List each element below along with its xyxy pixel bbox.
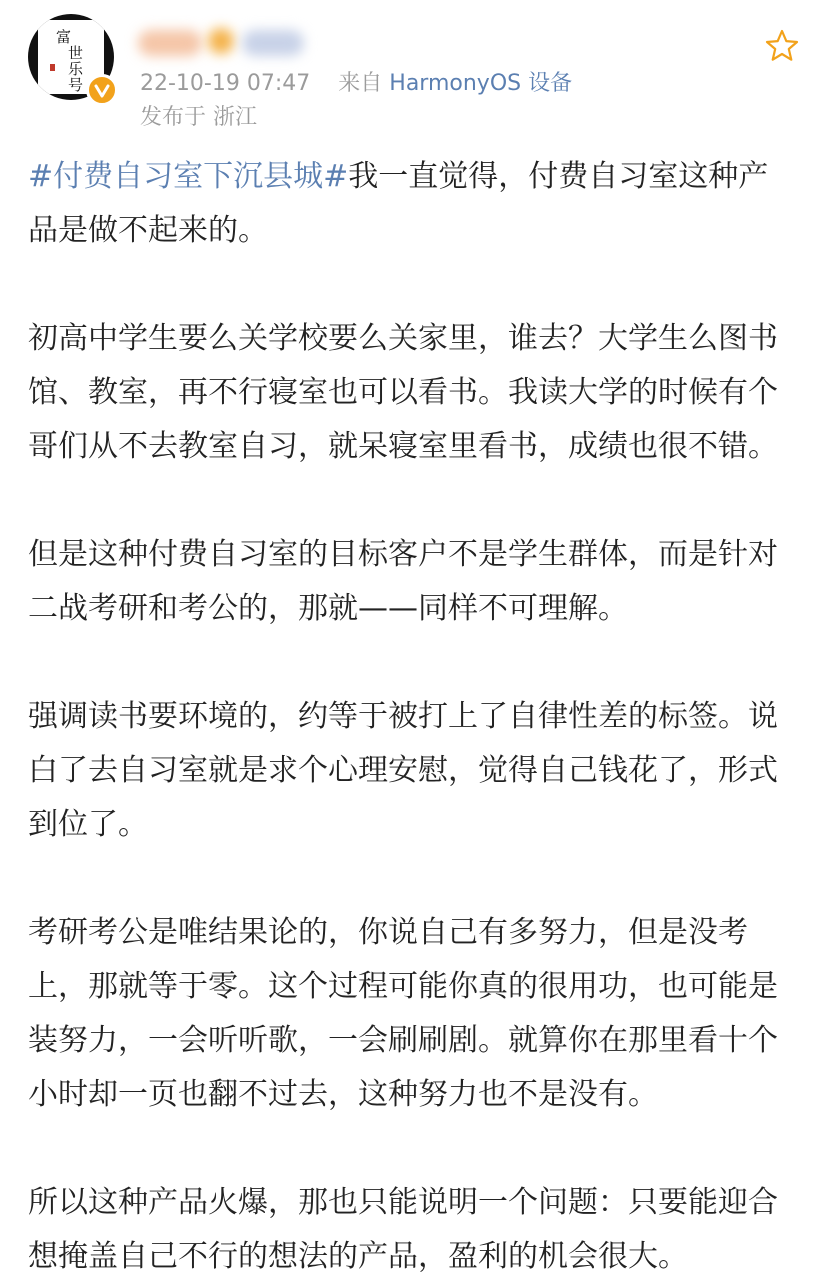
post-meta (140, 70, 572, 98)
calligraphy-char-3: 乐 (68, 60, 84, 78)
post-location: 发布于 浙江 (140, 105, 257, 130)
paragraph-text: 我一直觉得，付费自习室这种产品是做不起来的。 (28, 159, 769, 248)
paragraph-6: 所以这种产品火爆，那也只能说明一个问题：只要能迎合想掩盖自己不行的想法的产品，盈利的机会很大。 (28, 1185, 778, 1274)
source-prefix: 来自 (338, 71, 383, 96)
hashtag-link[interactable]: #付费自习室下沉县城# (28, 159, 349, 194)
calligraphy-char-4: 号 (68, 76, 84, 94)
post-header (0, 0, 828, 140)
paragraph-1 (28, 150, 794, 258)
paragraph-2: 初高中学生要么关学校要么关家里，谁去？大学生么图书馆、教室，再不行寝室也可以看书。我读大学的时候有个哥们从不去教室自习，就呆寝室里看书，成绩也很不错。 (28, 321, 778, 464)
verified-badge-icon (86, 74, 118, 106)
calligraphy-char-1: 富 (56, 28, 72, 46)
star-outline-icon[interactable] (764, 28, 800, 64)
calligraphy-char-2: 世 (68, 44, 84, 62)
paragraph-5: 考研考公是唯结果论的，你说自己有多努力，但是没考上，那就等于零。这个过程可能你真的很用功，也可能是装努力，一会听听歌，一会刷刷剧。就算你在那里看十个小时却一页也翻不过去，这种努力也不是没有。 (28, 915, 778, 1112)
post-body (28, 150, 794, 1284)
paragraph-3: 但是这种付费自习室的目标客户不是学生群体，而是针对二战考研和考公的，那就——同样不可理解。 (28, 537, 778, 626)
seal-stamp (50, 64, 55, 71)
paragraph-4: 强调读书要环境的，约等于被打上了自律性差的标签。说白了去自习室就是求个心理安慰，觉得自己钱花了，形式到位了。 (28, 699, 778, 842)
source-link[interactable]: HarmonyOS 设备 (389, 71, 573, 96)
post-date: 22-10-19 07:47 (140, 71, 311, 96)
username-blurred[interactable] (138, 24, 308, 58)
